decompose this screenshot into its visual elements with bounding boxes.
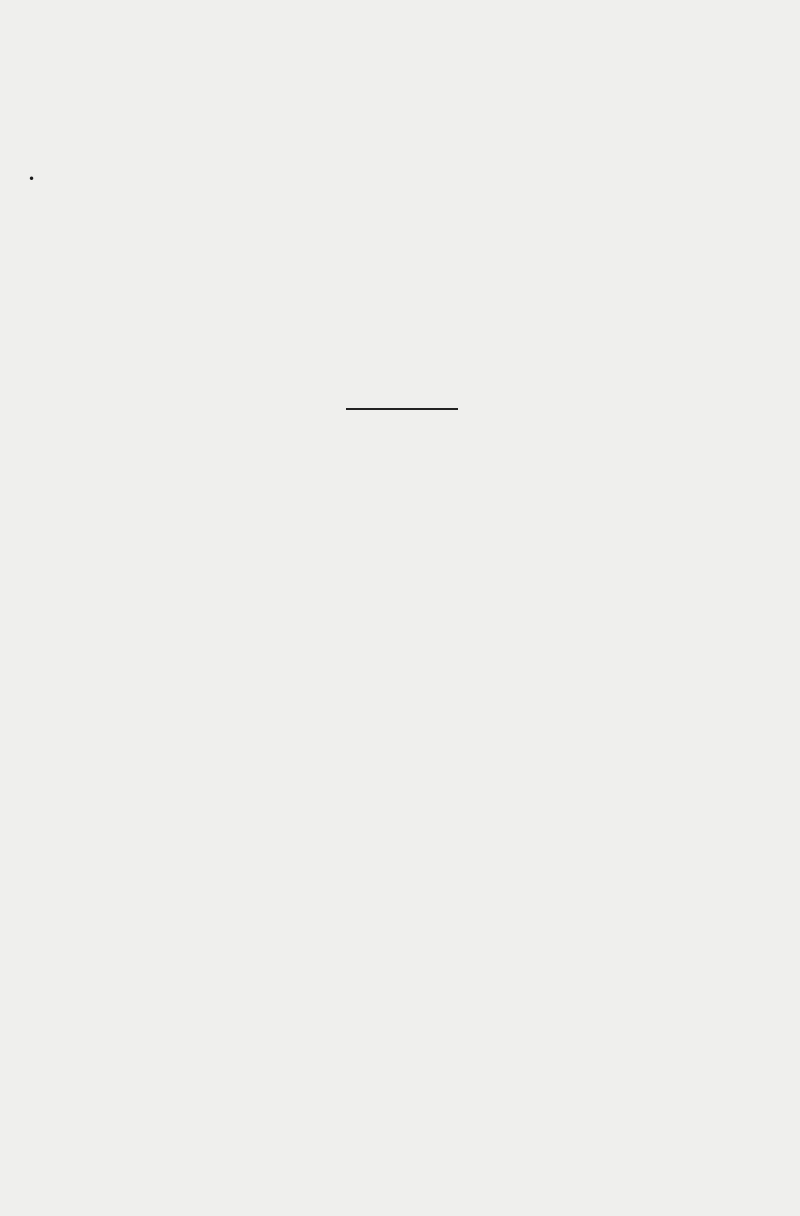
- running-header: [172, 38, 738, 68]
- section-divider: [346, 408, 458, 410]
- margin-dot: •: [28, 172, 36, 186]
- chapter-first-line: [116, 534, 742, 574]
